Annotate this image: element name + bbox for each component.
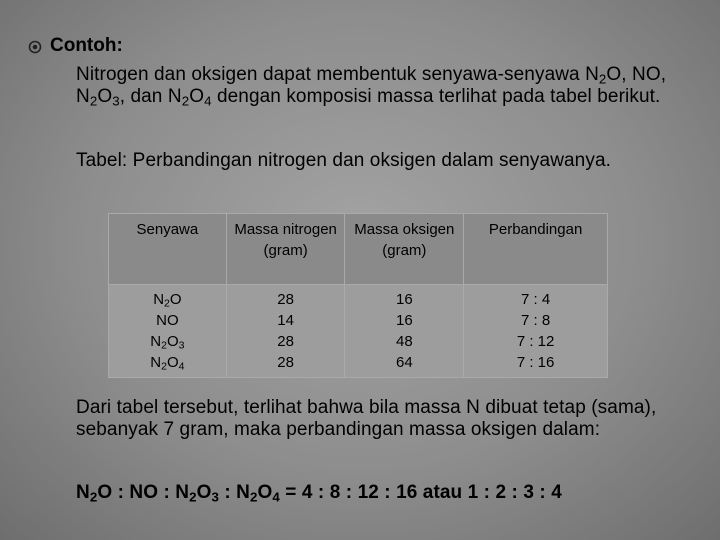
ratio-result: $N_2O$ : NO : $N_2O_3$ : $N_2O_4 = 4$ : 8 : 12 : 16 atau 1 : 2 : 3 : 4 [76, 482, 562, 505]
table-row [109, 285, 608, 378]
nitrogen-value: 28 [277, 333, 294, 350]
ratio-value: 7 : 12 [516, 333, 555, 350]
bullet-icon [28, 40, 42, 54]
table-caption: Tabel: Perbandingan nitrogen dan oksigen dalam senyawanya. [76, 150, 611, 171]
nitrogen-mass-cell [226, 285, 345, 378]
ratio-value: 7 : 4 [521, 291, 551, 308]
ratio-value: 7 : 16 [516, 354, 555, 371]
compound-n2o4: $N_2O_4$ [150, 354, 185, 373]
header-perbandingan: Perbandingan [464, 214, 608, 285]
ratio-cell [464, 285, 608, 378]
ratio-value: 7 : 8 [521, 312, 551, 329]
nitrogen-value: 14 [277, 312, 294, 329]
header-senyawa: Senyawa [109, 214, 227, 285]
oxygen-value: 48 [395, 333, 413, 350]
compound-cell [109, 285, 227, 378]
nitrogen-value: 28 [277, 291, 294, 308]
nitrogen-value: 28 [277, 354, 294, 371]
conclusion-paragraph: Dari tabel tersebut, terlihat bahwa bila massa N dibuat tetap (sama), sebanyak 7 gram, maka perbandingan massa oksigen dalam: [76, 397, 657, 440]
composition-table [108, 213, 608, 378]
oxygen-value: 16 [395, 312, 413, 329]
compound-n2o: $N_2O$ [153, 291, 182, 310]
header-massa-oksigen: Massa oksigen (gram) [345, 214, 464, 285]
table-header-row [109, 214, 608, 285]
oxygen-value: 16 [395, 291, 413, 308]
compound-n2o3: $N_2O_3$ [150, 333, 185, 352]
oxygen-mass-cell [345, 285, 464, 378]
example-heading: Contoh: [50, 35, 123, 56]
oxygen-value: 64 [395, 354, 413, 371]
header-massa-nitrogen: Massa nitrogen (gram) [226, 214, 345, 285]
compound-no: NO [156, 312, 179, 329]
intro-paragraph: Nitrogen dan oksigen dapat membentuk senyawa-senyawa $N_2O$, NO, $N_2O_3$, dan $N_2O_4$ dengan komposisi massa terlihat pada tabel berikut. [76, 64, 667, 109]
